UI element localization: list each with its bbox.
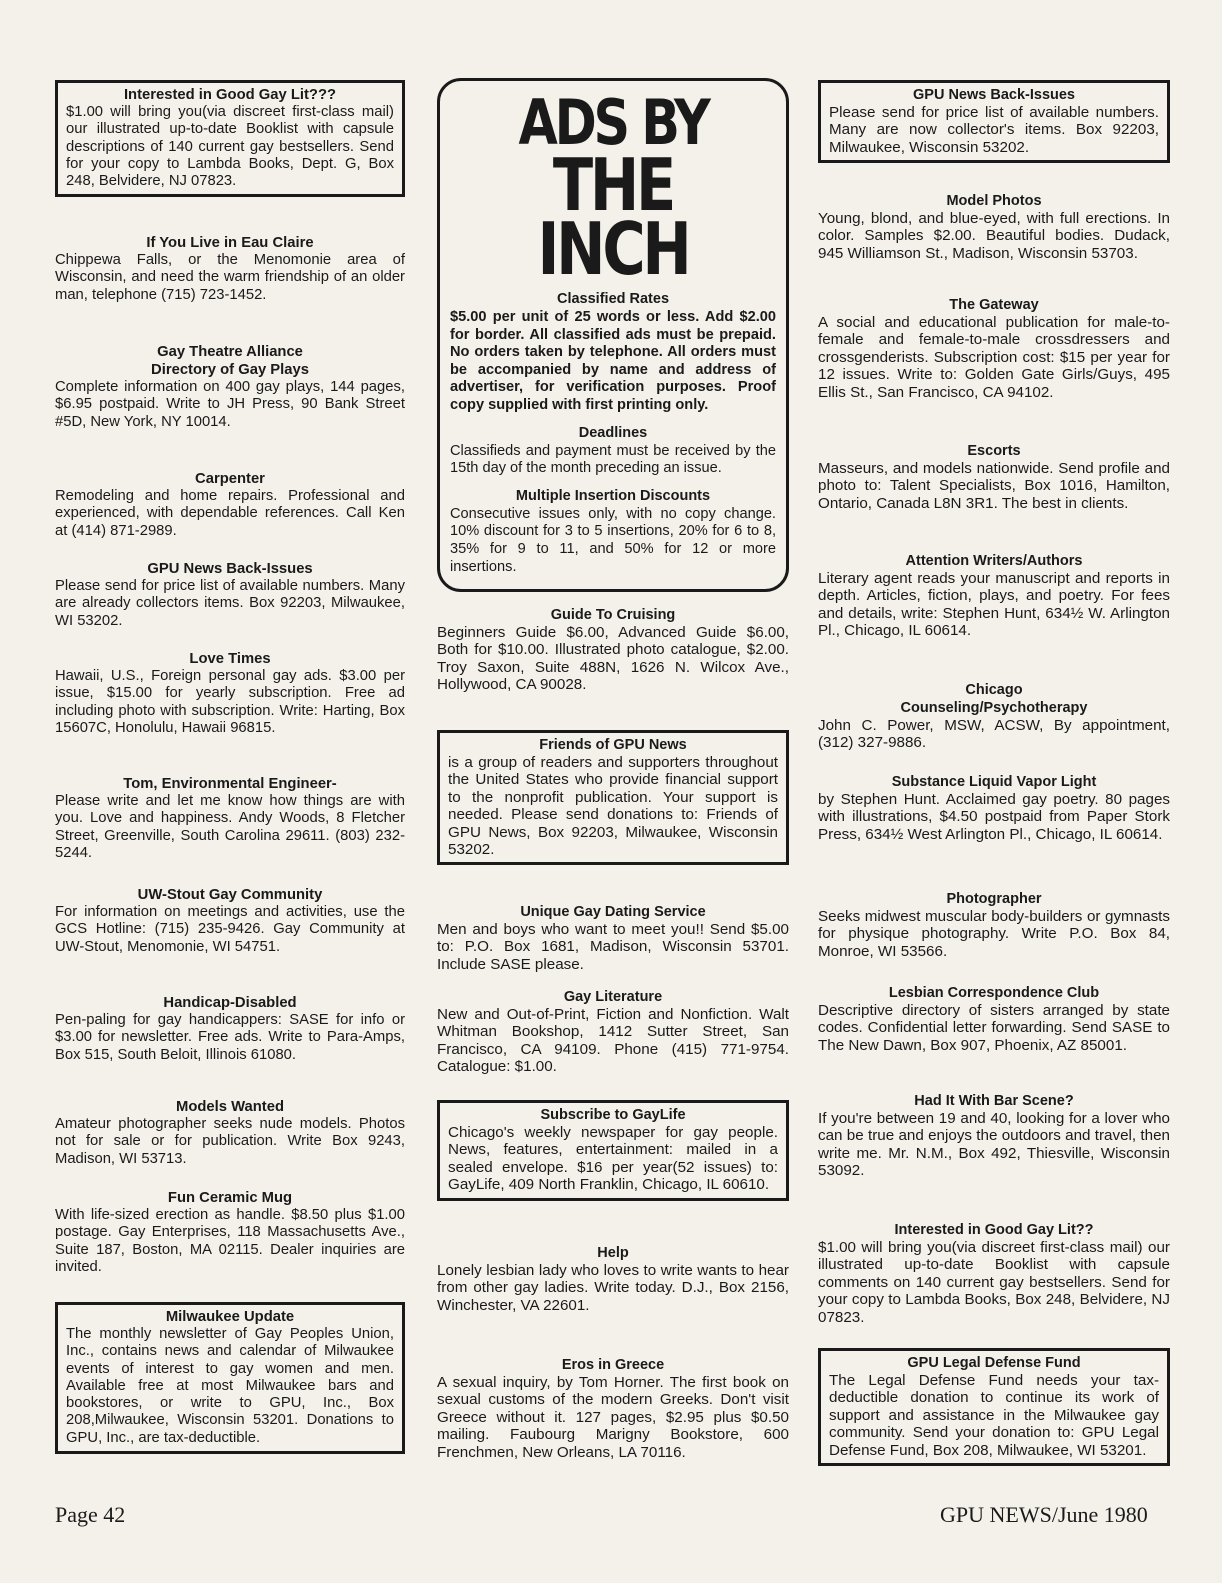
ad-text: Chicago's weekly newspaper for gay people. News, features, entertainment: mailed in a sealed envelope. $16 per year(52 issues) to: GayLife, 409 North Franklin, Chicago, IL 60610. (448, 1124, 778, 1194)
ad-title: Chicago (965, 682, 1023, 698)
ad-title: GPU News Back-Issues (913, 87, 1075, 103)
ad-title: Subscribe to GayLife (540, 1107, 686, 1123)
ad-text: is a group of readers and supporters throughout the United States who provide financial support to the nonprofit publication. Your support is needed. Please send donations to: Friends of GPU News, Box 92203, Milwaukee, Wisconsin 53202. (448, 754, 778, 859)
ad-title: Guide To Cruising (550, 607, 676, 623)
ad-text: Chippewa Falls, or the Menomonie area of Wisconsin, and need the warm friendship of an older man, telephone (715) 723-1452. (55, 252, 405, 303)
ad-text: Young, blond, and blue-eyed, with full erections. In color. Samples $2.00. Beautiful bodies. Dudack, 945 Williamson St., Madison, Wisconsin 53703. (818, 210, 1170, 262)
ad-text: Amateur photographer seeks nude models. Photos not for sale or for publication. Write Box 9243, Madison, WI 53713. (55, 1116, 405, 1167)
ad-the-gateway (818, 296, 1170, 401)
ad-title: Carpenter (195, 471, 265, 487)
ad-models-wanted (55, 1098, 405, 1168)
ad-title: Gay Literature (563, 989, 663, 1005)
ad-photographer (818, 890, 1170, 960)
ad-text: Literary agent reads your manuscript and reports in depth. Articles, fiction, plays, and poetry. For fees and details, write: Stephen Hunt, 634½ W. Arlington Pl., Chicago, IL 60614. (818, 570, 1170, 640)
ad-text: Descriptive directory of sisters arranged by state codes. Confidential letter forwarding. Send SASE to The New Dawn, Box 907, Phoenix, AZ 85001. (818, 1002, 1170, 1054)
ad-subtitle: Directory of Gay Plays (151, 362, 309, 378)
ad-title: Tom, Environmental Engineer- (123, 776, 337, 792)
ad-escorts (818, 442, 1170, 512)
deadlines-text: Classifieds and payment must be received by the 15th day of the month preceding an issue. (450, 442, 776, 477)
ad-carpenter (55, 470, 405, 540)
ad-text: For information on meetings and activities, use the GCS Hotline: (715) 235-9426. Gay Community at UW-Stout, Menomonie, WI 54751. (55, 904, 405, 955)
ad-text: Please write and let me know how things are with you. Love and happiness. Andy Woods, 8 Fletcher Street, Greenville, South Carolina 29611. (803) 232-5244. (55, 793, 405, 861)
ad-text: John C. Power, MSW, ACSW, By appointment, (312) 327-9886. (818, 717, 1170, 752)
ad-good-gay-lit (55, 80, 405, 197)
ad-title: Friends of GPU News (539, 737, 687, 753)
ad-writers-authors (818, 552, 1170, 640)
ad-model-photos (818, 192, 1170, 262)
issue-label: GPU NEWS/June 1980 (940, 1502, 1148, 1527)
ad-title: Eros in Greece (561, 1357, 665, 1373)
ad-dating-service (437, 903, 789, 973)
ad-text: $1.00 will bring you(via discreet first-class mail) our illustrated up-to-date Booklist with capsule comments on 140 current gay bestsellers. Send for your copy to Lambda Books, Box 248, Belvidere, NJ 07823. (818, 1239, 1170, 1326)
logo-line-1: ADS BY (518, 86, 708, 159)
ad-title: Substance Liquid Vapor Light (891, 774, 1097, 790)
ad-gpu-back-issues (55, 560, 405, 630)
ad-title: Love Times (189, 651, 271, 667)
ad-title: Attention Writers/Authors (905, 553, 1083, 569)
ad-subtitle: Counseling/Psychotherapy (900, 700, 1088, 716)
ad-title: Lesbian Correspondence Club (888, 985, 1100, 1001)
ad-text: A social and educational publication for male-to-female and female-to-male crossdressers and crossgenderists. Subscription cost: $15 per year for 12 issues. Write to: Golden Gate Girls/Guys, 495 Ellis St., San Francisco, CA 94102. (818, 314, 1170, 401)
ad-title: UW-Stout Gay Community (137, 887, 323, 903)
ad-gay-theatre-alliance (55, 343, 405, 431)
ad-title: Handicap-Disabled (163, 995, 297, 1011)
ad-lesbian-correspondence (818, 984, 1170, 1054)
ad-milwaukee-update (55, 1302, 405, 1454)
ad-good-gay-lit-2 (818, 1221, 1170, 1326)
ad-eros-in-greece (437, 1356, 789, 1461)
ad-title: Models Wanted (176, 1099, 284, 1115)
ad-bar-scene (818, 1092, 1170, 1180)
ad-ceramic-mug (55, 1189, 405, 1276)
ad-text: Hawaii, U.S., Foreign personal gay ads. $3.00 per issue, $15.00 for yearly subscription. Free ad including photo with subscription. Write: Harting, Box 15607C, Honolulu, Hawaii 96815. (55, 668, 405, 736)
ad-text: Seeks midwest muscular body-builders or gymnasts for physique photography. Write P.O. Box 84, Monroe, WI 53566. (818, 908, 1170, 960)
discount-text: Consecutive issues only, with no copy change. 10% discount for 3 to 5 insertions, 20% for 6 to 8, 35% for 9 to 11, and 50% for 12 or more insertions. (450, 505, 776, 575)
ad-handicap-disabled (55, 994, 405, 1064)
ad-title: Gay Theatre Alliance (157, 344, 303, 360)
ad-gpu-back-issues-boxed (818, 80, 1170, 163)
ad-text: The Legal Defense Fund needs your tax-deductible donation to continue its work of support and assistance in the Milwaukee gay community. Send your donation to: GPU Legal Defense Fund, Box 208, Milwaukee, WI 53201. (829, 1372, 1159, 1459)
ad-friends-of-gpu-news (437, 730, 789, 865)
ad-uw-stout (55, 886, 405, 956)
ad-eau-claire (55, 234, 405, 304)
ad-text: Men and boys who want to meet you!! Send $5.00 to: P.O. Box 1681, Madison, Wisconsin 53701. Include SASE please. (437, 921, 789, 973)
ad-title: Milwaukee Update (165, 1309, 295, 1325)
ad-text: $1.00 will bring you(via discreet first-class mail) our illustrated up-to-date Booklist with capsule descriptions of 140 current gay bestsellers. Send for your copy to Lambda Books, Dept. G, Box 248, Belvidere, NJ 07823. (66, 104, 394, 190)
ad-help (437, 1244, 789, 1314)
ad-title: Help (597, 1245, 629, 1261)
classified-rates-text: $5.00 per unit of 25 words or less. Add $2.00 for border. All classified ads must be prepaid. No orders taken by telephone. All orders must be accompanied by name and address of advertiser, for verification purposes. Proof copy supplied with first printing only. (450, 309, 776, 413)
ad-gay-literature (437, 988, 789, 1076)
ad-text: Masseurs, and models nationwide. Send profile and photo to: Talent Specialists, Box 1016, Hamilton, Ontario, Canada L8N 3R1. The best in clients. (818, 460, 1170, 512)
ad-text: Lonely lesbian lady who loves to write wants to hear from other gay ladies. Write today. D.J., Box 2156, Winchester, VA 22601. (437, 1262, 789, 1314)
ad-legal-defense-fund (818, 1348, 1170, 1466)
ad-chicago-counseling (818, 681, 1170, 752)
ad-title: Had It With Bar Scene? (914, 1093, 1074, 1109)
ad-subscribe-gaylife (437, 1100, 789, 1201)
ads-by-the-inch-logo (450, 86, 776, 291)
ad-text: Pen-paling for gay handicappers: SASE for info or $3.00 for newsletter. Free ads. Write to Para-Amps, Box 515, South Beloit, Illinois 61080. (55, 1012, 405, 1063)
ad-guide-to-cruising (437, 606, 789, 694)
ad-title: GPU News Back-Issues (147, 561, 313, 577)
ad-title: GPU Legal Defense Fund (907, 1355, 1081, 1371)
page-number: Page 42 (55, 1502, 126, 1527)
ad-text: If you're between 19 and 40, looking for a lover who can be true and enjoys the outdoors and travel, then write me. Mr. N.M., Box 492, Thiesville, Wisconsin 53092. (818, 1110, 1170, 1180)
ad-text: Please send for price list of available numbers. Many are already collectors items. Box 92203, Milwaukee, WI 53202. (55, 578, 405, 629)
ad-text: New and Out-of-Print, Fiction and Nonfiction. Walt Whitman Bookshop, 1412 Sutter Street, San Francisco, CA 94109. Phone (415) 771-9754. Catalogue: $1.00. (437, 1006, 789, 1076)
ad-title: Interested in Good Gay Lit?? (894, 1222, 1094, 1238)
deadlines-title: Deadlines (578, 424, 648, 441)
ad-text: Complete information on 400 gay plays, 144 pages, $6.95 postpaid. Write to JH Press, 90 Bank Street #5D, New York, NY 10014. (55, 379, 405, 430)
ad-text: Remodeling and home repairs. Professional and experienced, with dependable references. Call Ken at (414) 871-2989. (55, 488, 405, 539)
ad-environmental-engineer (55, 775, 405, 862)
ad-title: Fun Ceramic Mug (167, 1190, 293, 1206)
ad-title: Photographer (946, 891, 1042, 907)
ad-text: by Stephen Hunt. Acclaimed gay poetry. 80 pages with illustrations, $4.50 postpaid from Paper Stork Press, 634½ West Arlington Pl., Chicago, IL 60614. (818, 791, 1170, 843)
ad-love-times (55, 650, 405, 737)
ad-title: If You Live in Eau Claire (146, 235, 314, 251)
ad-title: Unique Gay Dating Service (520, 904, 706, 920)
classified-rates-title: Classified Rates (556, 291, 670, 307)
discount-title: Multiple Insertion Discounts (515, 487, 711, 504)
ad-title: The Gateway (949, 297, 1039, 313)
ad-text: Beginners Guide $6.00, Advanced Guide $6.00, Both for $10.00. Illustrated photo catalogue, $2.00. Troy Saxon, Suite 488N, 1626 N. Wilcox Ave., Hollywood, CA 90028. (437, 624, 789, 694)
ad-substance-liquid-vapor-light (818, 773, 1170, 843)
ad-text: Please send for price list of available numbers. Many are now collector's items. Box 92203, Milwaukee, Wisconsin 53202. (829, 104, 1159, 156)
ad-title: Interested in Good Gay Lit??? (123, 87, 337, 103)
ad-title: Model Photos (946, 193, 1042, 209)
ad-text: With life-sized erection as handle. $8.50 plus $1.00 postage. Gay Enterprises, 118 Massachusetts Ave., Suite 187, Boston, MA 02115. Dealer inquiries are invited. (55, 1207, 405, 1275)
logo-line-2: THE INCH (537, 143, 689, 291)
ad-text: The monthly newsletter of Gay Peoples Union, Inc., contains news and calendar of Milwaukee events of interest to gay women and men. Available free at most Milwaukee bars and bookstores, or write to GPU, Inc., Box 208,Milwaukee, Wisconsin 53201. Donations to GPU, Inc., are tax-deductible. (66, 1326, 394, 1446)
ad-title: Escorts (967, 443, 1021, 459)
rates-box (437, 78, 789, 592)
ad-text: A sexual inquiry, by Tom Horner. The first book on sexual customs of the modern Greeks. Don't visit Greece without it. 127 pages, $2.95 plus $0.50 mailing. Faubourg Marigny Bookstore, 600 Frenchmen, New Orleans, LA 70116. (437, 1374, 789, 1461)
